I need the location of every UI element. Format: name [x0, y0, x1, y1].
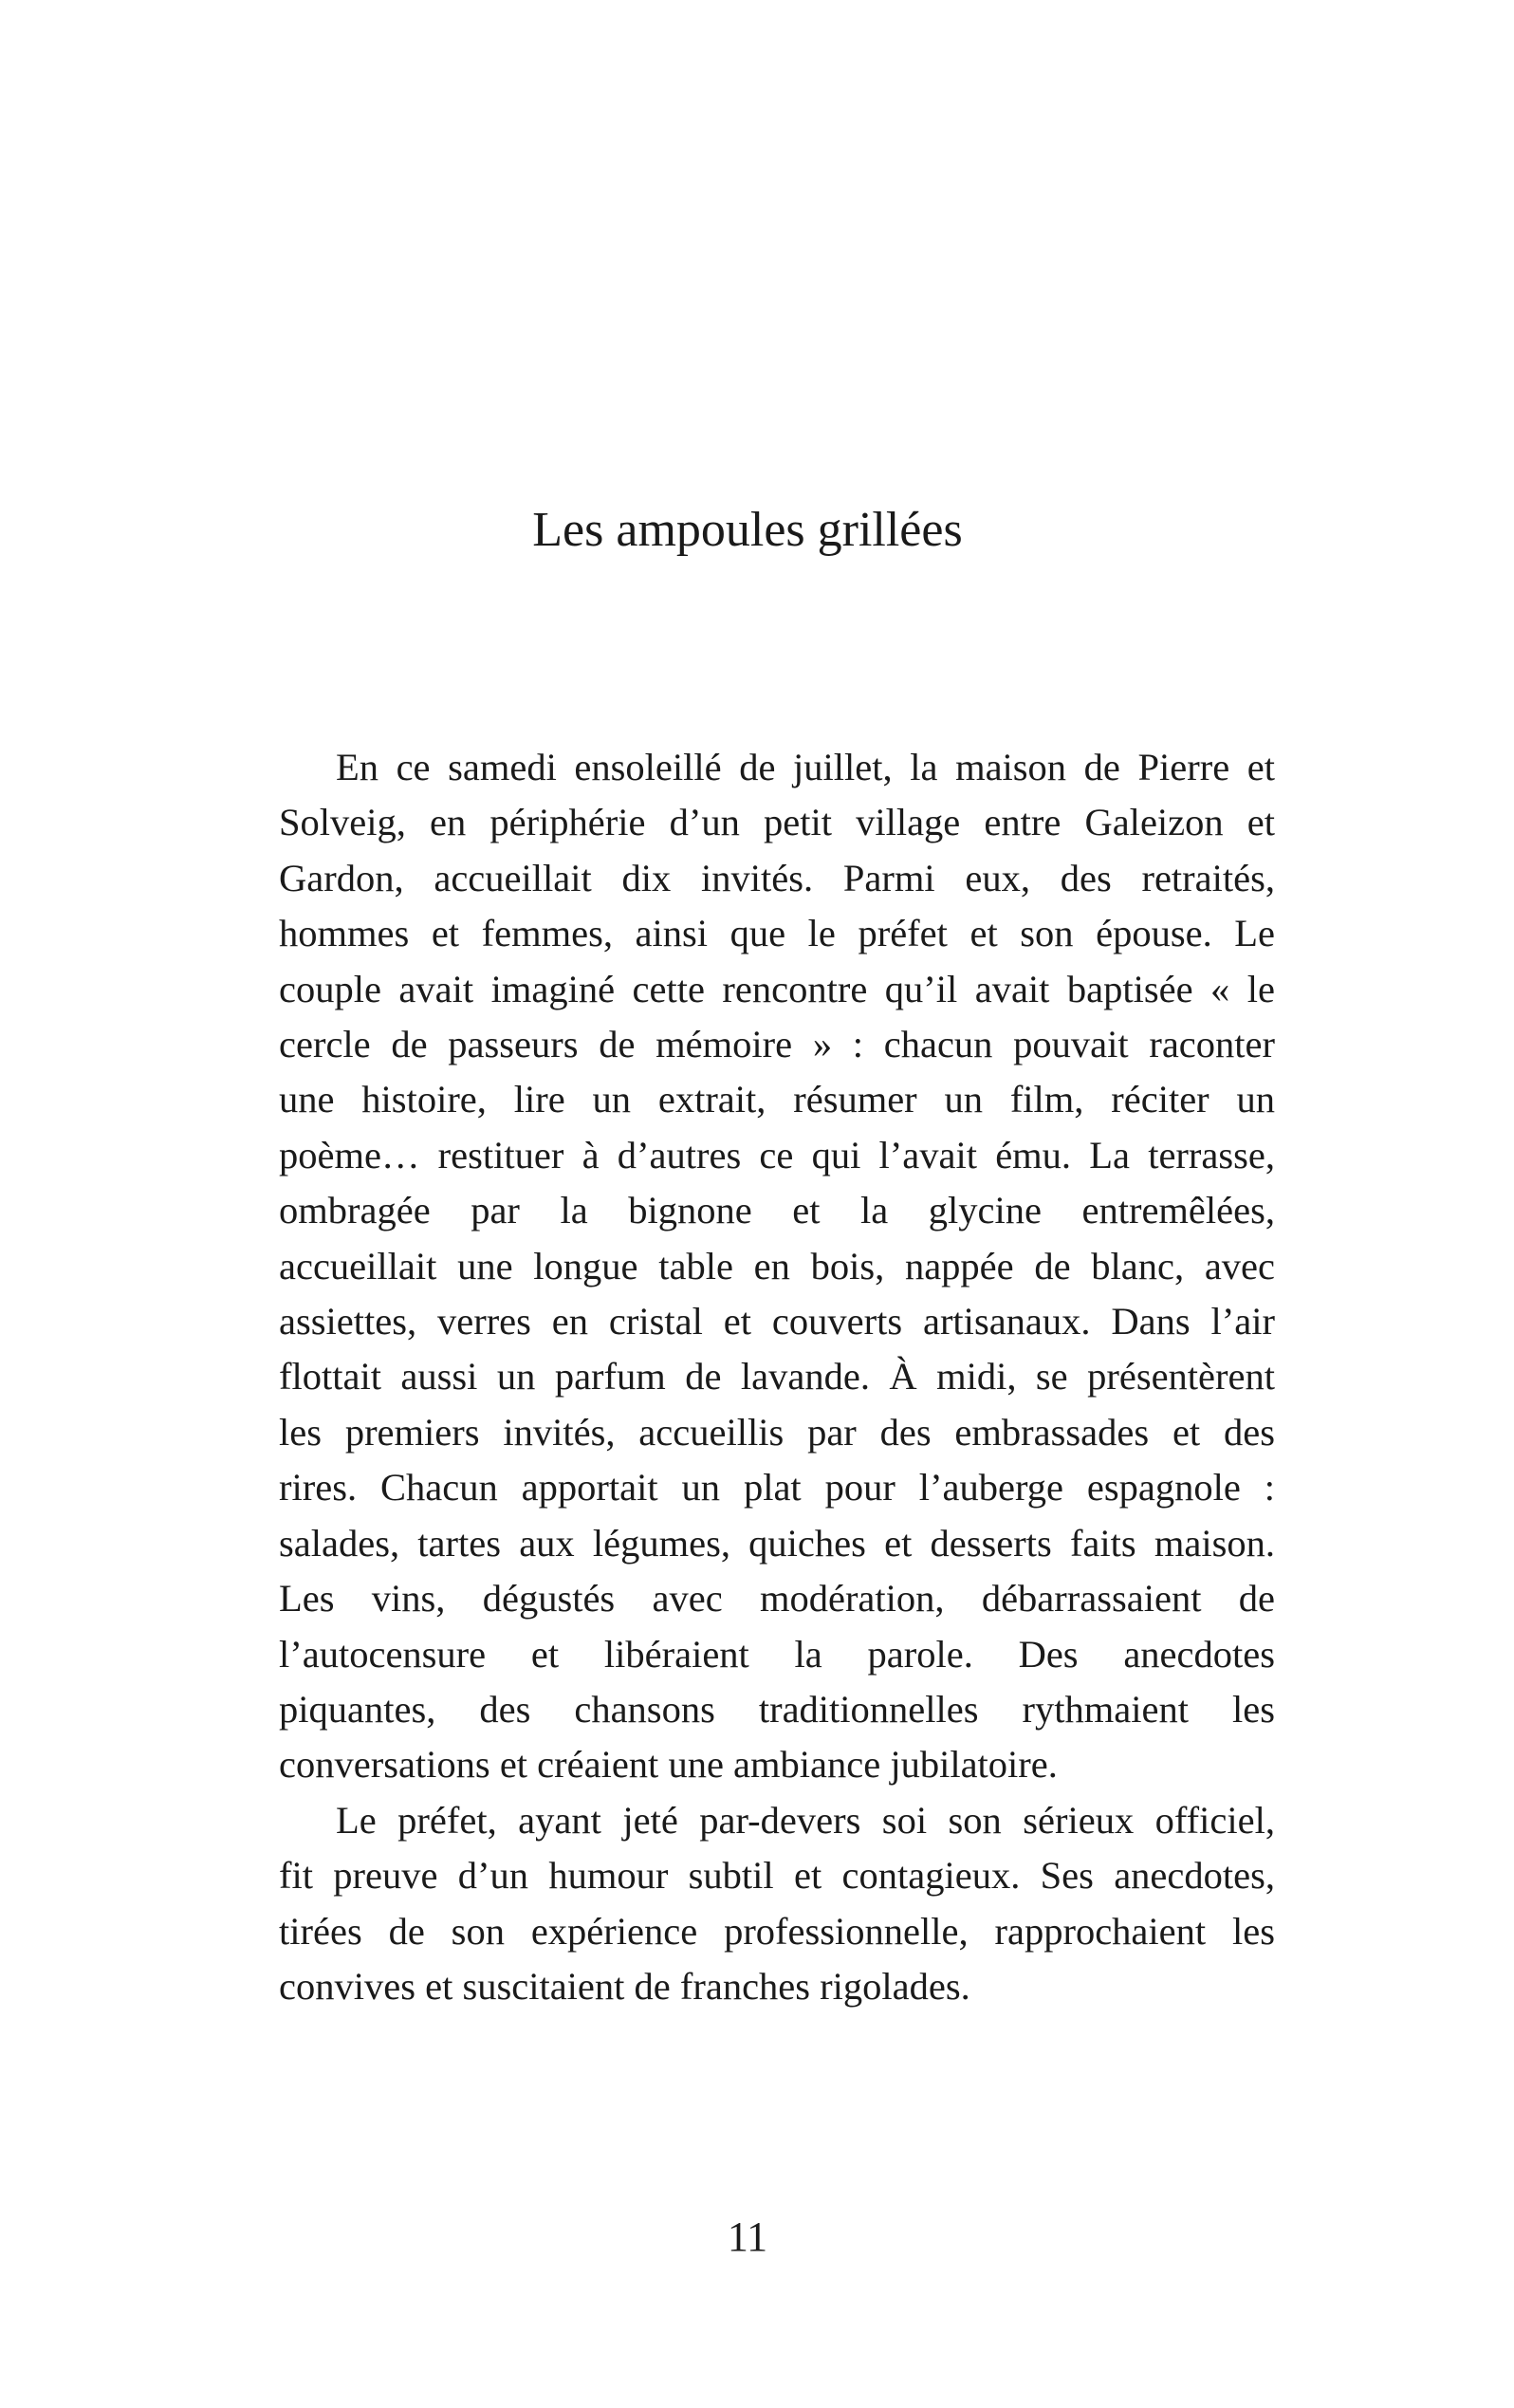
text-line: cercle de passeurs de mémoire » : chacun pouvait raconter — [279, 1023, 1275, 1066]
text-line: les premiers invités, accueillis par des embrassades et des — [279, 1410, 1275, 1454]
paragraph-2 — [222, 1793, 1275, 2015]
text-line: salades, tartes aux légumes, quiches et desserts faits maison. — [279, 1521, 1275, 1565]
text-line: l’autocensure et libéraient la parole. Des anecdotes — [279, 1632, 1275, 1676]
text-line: Le préfet, ayant jeté par-devers soi son sérieux officiel, — [336, 1798, 1275, 1842]
text-line: rires. Chacun apportait un plat pour l’auberge espagnole : — [279, 1466, 1275, 1510]
text-line: poème… restituer à d’autres ce qui l’avait ému. La terrasse, — [279, 1133, 1275, 1176]
text-line: flottait aussi un parfum de lavande. À midi, se présentèrent — [279, 1355, 1275, 1398]
text-line: conversations et créaient une ambiance jubilatoire. — [279, 1743, 1058, 1787]
chapter-title: Les ampoules grillées — [532, 503, 963, 557]
text-line: tirées de son expérience professionnelle, rapprochaient les — [279, 1909, 1275, 1953]
text-line: En ce samedi ensoleillé de juillet, la maison de Pierre et — [336, 746, 1275, 788]
text-line: Solveig, en périphérie d’un petit village entre Galeizon et — [279, 801, 1275, 844]
text-line: ombragée par la bignone et la glycine entremêlées, — [279, 1189, 1275, 1232]
body-text — [222, 740, 1275, 2014]
text-line: fit preuve d’un humour subtil et contagieux. Ses anecdotes, — [279, 1854, 1275, 1898]
text-line: Les vins, dégustés avec modération, débarrassaient de — [279, 1577, 1275, 1621]
text-line: convives et suscitaient de franches rigolades. — [279, 1964, 970, 2008]
page-number: 11 — [727, 2214, 768, 2260]
text-line: assiettes, verres en cristal et couverts artisanaux. Dans l’air — [279, 1300, 1275, 1343]
text-line: couple avait imaginé cette rencontre qu’il avait baptisée « le — [279, 967, 1275, 1010]
text-line: accueillait une longue table en bois, nappée de blanc, avec — [279, 1244, 1275, 1287]
text-line: piquantes, des chansons traditionnelles rythmaient les — [279, 1687, 1275, 1731]
text-line: hommes et femmes, ainsi que le préfet et son épouse. Le — [279, 912, 1275, 955]
paragraph-1 — [222, 740, 1275, 1793]
text-line: Gardon, accueillait dix invités. Parmi eux, des retraités, — [279, 856, 1275, 899]
text-line: une histoire, lire un extrait, résumer un film, réciter un — [279, 1078, 1275, 1121]
